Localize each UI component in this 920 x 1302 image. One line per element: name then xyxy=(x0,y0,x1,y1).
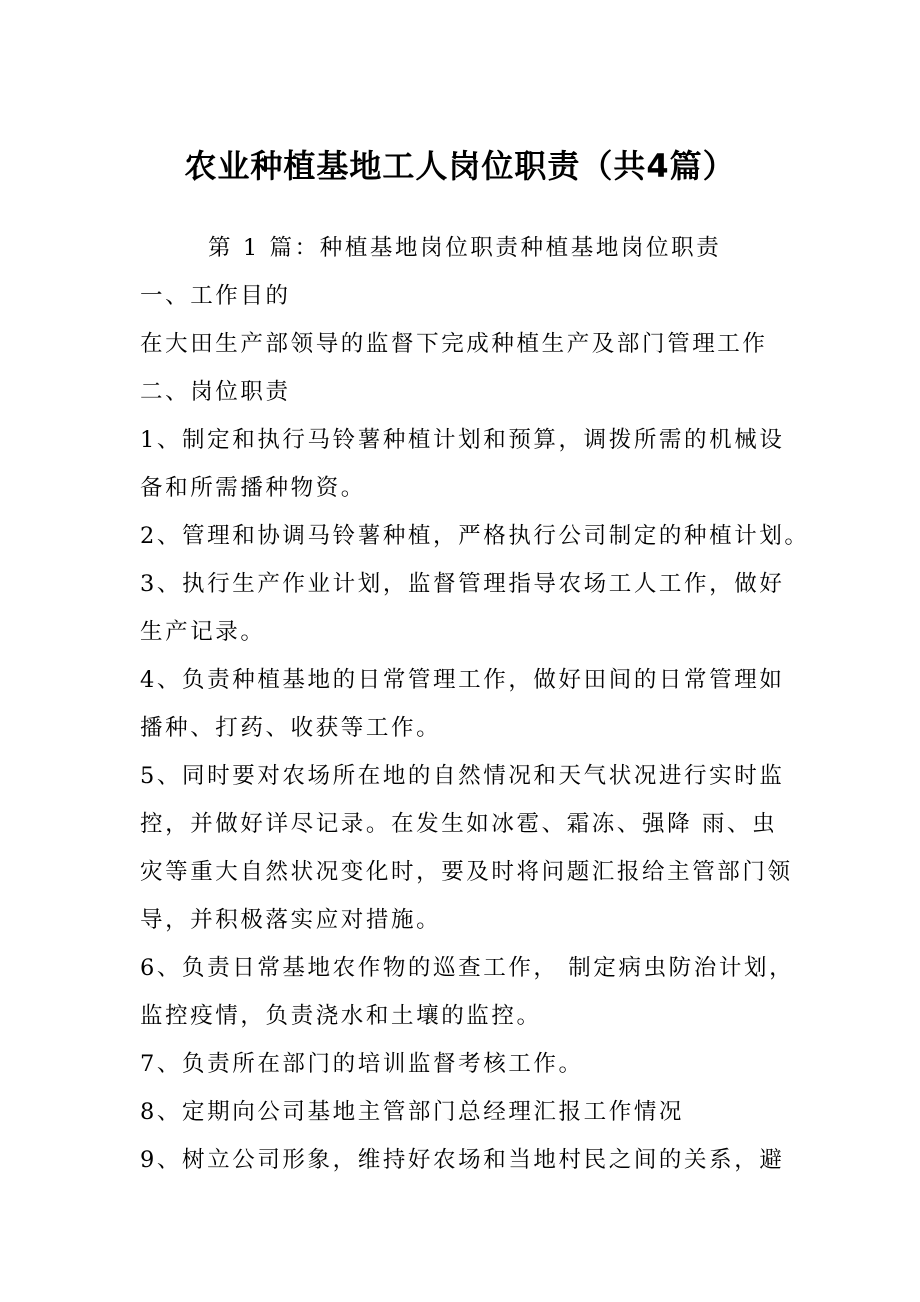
duty-9-line-1: 9、树立公司形象，维持好农场和当地村民之间的关系，避 xyxy=(140,1147,785,1173)
duty-5-line-2: 控，并做好详尽记录。在发生如冰雹、霜冻、强降 雨、虫 xyxy=(140,811,778,837)
duty-3-line-2: 生产记录。 xyxy=(140,619,266,645)
duty-5-line-3: 灾等重大自然状况变化时，要及时将问题汇报给主管部门领 xyxy=(140,859,793,885)
duty-6-line-2: 监控疫情，负责浇水和土壤的监控。 xyxy=(140,1003,542,1029)
duty-6-line-1: 6、负责日常基地农作物的巡查工作， 制定病虫防治计划， xyxy=(140,955,795,981)
purpose-text: 在大田生产部领导的监督下完成种植生产及部门管理工作 xyxy=(140,331,768,357)
duty-2-line-1: 2、管理和协调马铃薯种植，严格执行公司制定的种植计划。 xyxy=(140,523,810,549)
duty-7-line-1: 7、负责所在部门的培训监督考核工作。 xyxy=(140,1051,584,1077)
duty-1-line-2: 备和所需播种物资。 xyxy=(140,475,366,501)
heading-purpose: 一、工作目的 xyxy=(140,283,291,309)
duty-1-line-1: 1、制定和执行马铃薯种植计划和预算，调拨所需的机械设 xyxy=(140,427,785,453)
duty-5-line-1: 5、同时要对农场所在地的自然情况和天气状况进行实时监 xyxy=(140,763,785,789)
duty-5-line-4: 导，并积极落实应对措施。 xyxy=(140,907,442,933)
duty-3-line-1: 3、执行生产作业计划，监督管理指导农场工人工作，做好 xyxy=(140,571,785,597)
document-title: 农业种植基地工人岗位职责（共4篇） xyxy=(184,147,736,185)
document-body xyxy=(140,224,810,1184)
heading-duties: 二、岗位职责 xyxy=(140,379,291,405)
duty-4-line-2: 播种、打药、收获等工作。 xyxy=(140,715,442,741)
duty-4-line-1: 4、负责种植基地的日常管理工作，做好田间的日常管理如 xyxy=(140,667,785,693)
duty-8-line-1: 8、定期向公司基地主管部门总经理汇报工作情况 xyxy=(140,1099,685,1125)
section-subtitle: 第 1 篇：种植基地岗位职责种植基地岗位职责 xyxy=(208,235,722,261)
